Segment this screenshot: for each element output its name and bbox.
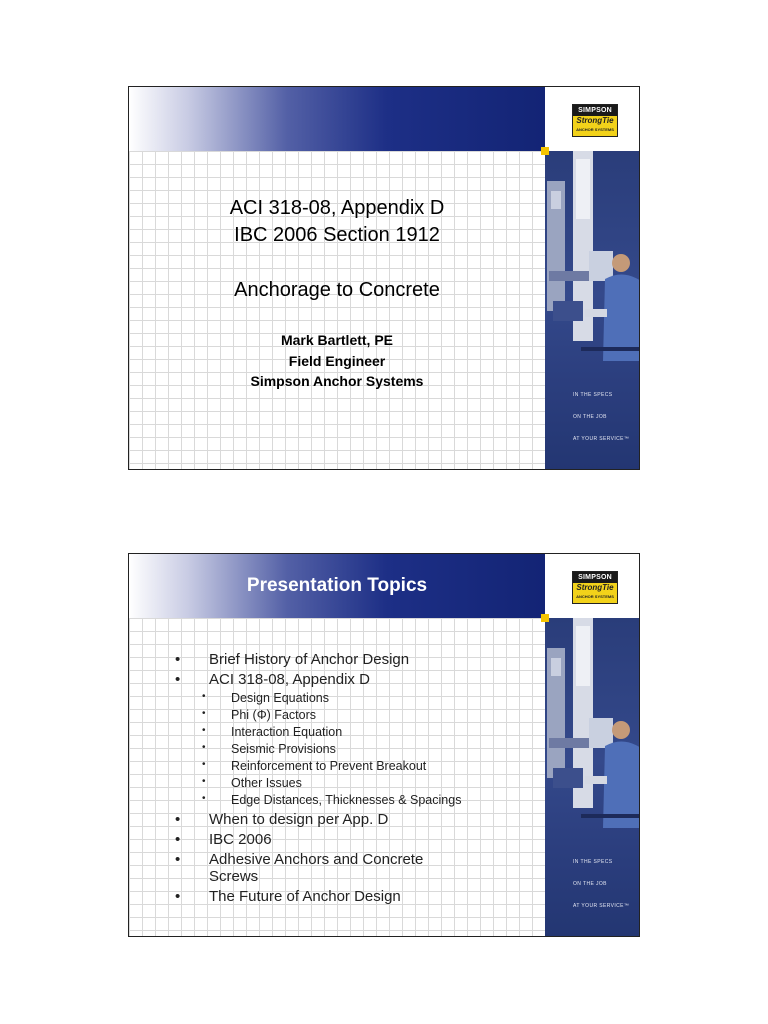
logo-top-text: SIMPSON (573, 572, 617, 583)
bullet-dot: • (202, 776, 206, 787)
tagline-service: AT YOUR SERVICE™ (573, 903, 630, 909)
logo-sub-text: ANCHOR SYSTEMS (576, 127, 614, 132)
bullet-dot: • (175, 651, 181, 668)
bullet-text: ACI 318-08, Appendix D (209, 671, 370, 688)
bullet-text: Adhesive Anchors and Concrete (209, 851, 424, 868)
bullet-text: IBC 2006 (209, 831, 272, 848)
bullet-text: Edge Distances, Thicknesses & Spacings (231, 793, 462, 807)
logo-top-text: SIMPSON (573, 105, 617, 116)
slide-title: Presentation Topics (246, 575, 428, 596)
tagline-specs: IN THE SPECS (573, 859, 613, 865)
bullet-text: Phi (Φ) Factors (231, 708, 316, 722)
engineer-testing-machine-image (545, 151, 640, 470)
header-band (129, 87, 545, 151)
bullet-text: Interaction Equation (231, 725, 343, 739)
bullet-dot: • (202, 793, 206, 804)
bullet-dot: • (202, 691, 206, 702)
bullet-dot: • (175, 811, 181, 828)
bullet-dot: • (175, 851, 181, 868)
lab-photo (545, 618, 640, 937)
yellow-square-accent (541, 614, 549, 622)
slide-title-line-1: ACI 318-08, Appendix D (229, 197, 445, 219)
bullet-dot: • (175, 671, 181, 688)
lab-photo (545, 151, 640, 470)
tagline-job: ON THE JOB (573, 414, 607, 420)
slide-subtitle: Anchorage to Concrete (234, 279, 440, 301)
tagline-specs: IN THE SPECS (573, 392, 613, 398)
slide-title-line-2: IBC 2006 Section 1912 (234, 224, 440, 246)
bullet-text: The Future of Anchor Design (209, 888, 401, 905)
bullet-dot: • (202, 742, 206, 753)
bullet-text: Screws (209, 868, 259, 885)
bullet-text: Brief History of Anchor Design (209, 651, 410, 668)
logo-sub-text: ANCHOR SYSTEMS (576, 594, 614, 599)
topics-slide (128, 553, 640, 937)
title-slide (128, 86, 640, 470)
bullet-text: Other Issues (231, 776, 302, 790)
logo-brand-text: StrongTie (576, 116, 614, 125)
bullet-dot: • (175, 831, 181, 848)
author-company: Simpson Anchor Systems (250, 373, 424, 389)
yellow-square-accent (541, 147, 549, 155)
simpson-logo (545, 87, 640, 151)
tagline-job: ON THE JOB (573, 881, 607, 887)
bullet-text: Seismic Provisions (231, 742, 336, 756)
simpson-logo (545, 554, 640, 618)
bullet-dot: • (175, 888, 181, 905)
engineer-testing-machine-image (545, 618, 640, 937)
tagline-service: AT YOUR SERVICE™ (573, 436, 630, 442)
author-role: Field Engineer (288, 353, 386, 369)
logo-brand-text: StrongTie (576, 583, 614, 592)
bullet-dot: • (202, 725, 206, 736)
bullet-dot: • (202, 708, 206, 719)
author-name: Mark Bartlett, PE (280, 332, 394, 348)
bullet-text: When to design per App. D (209, 811, 389, 828)
bullet-text: Reinforcement to Prevent Breakout (231, 759, 427, 773)
bullet-text: Design Equations (231, 691, 329, 705)
bullet-dot: • (202, 759, 206, 770)
